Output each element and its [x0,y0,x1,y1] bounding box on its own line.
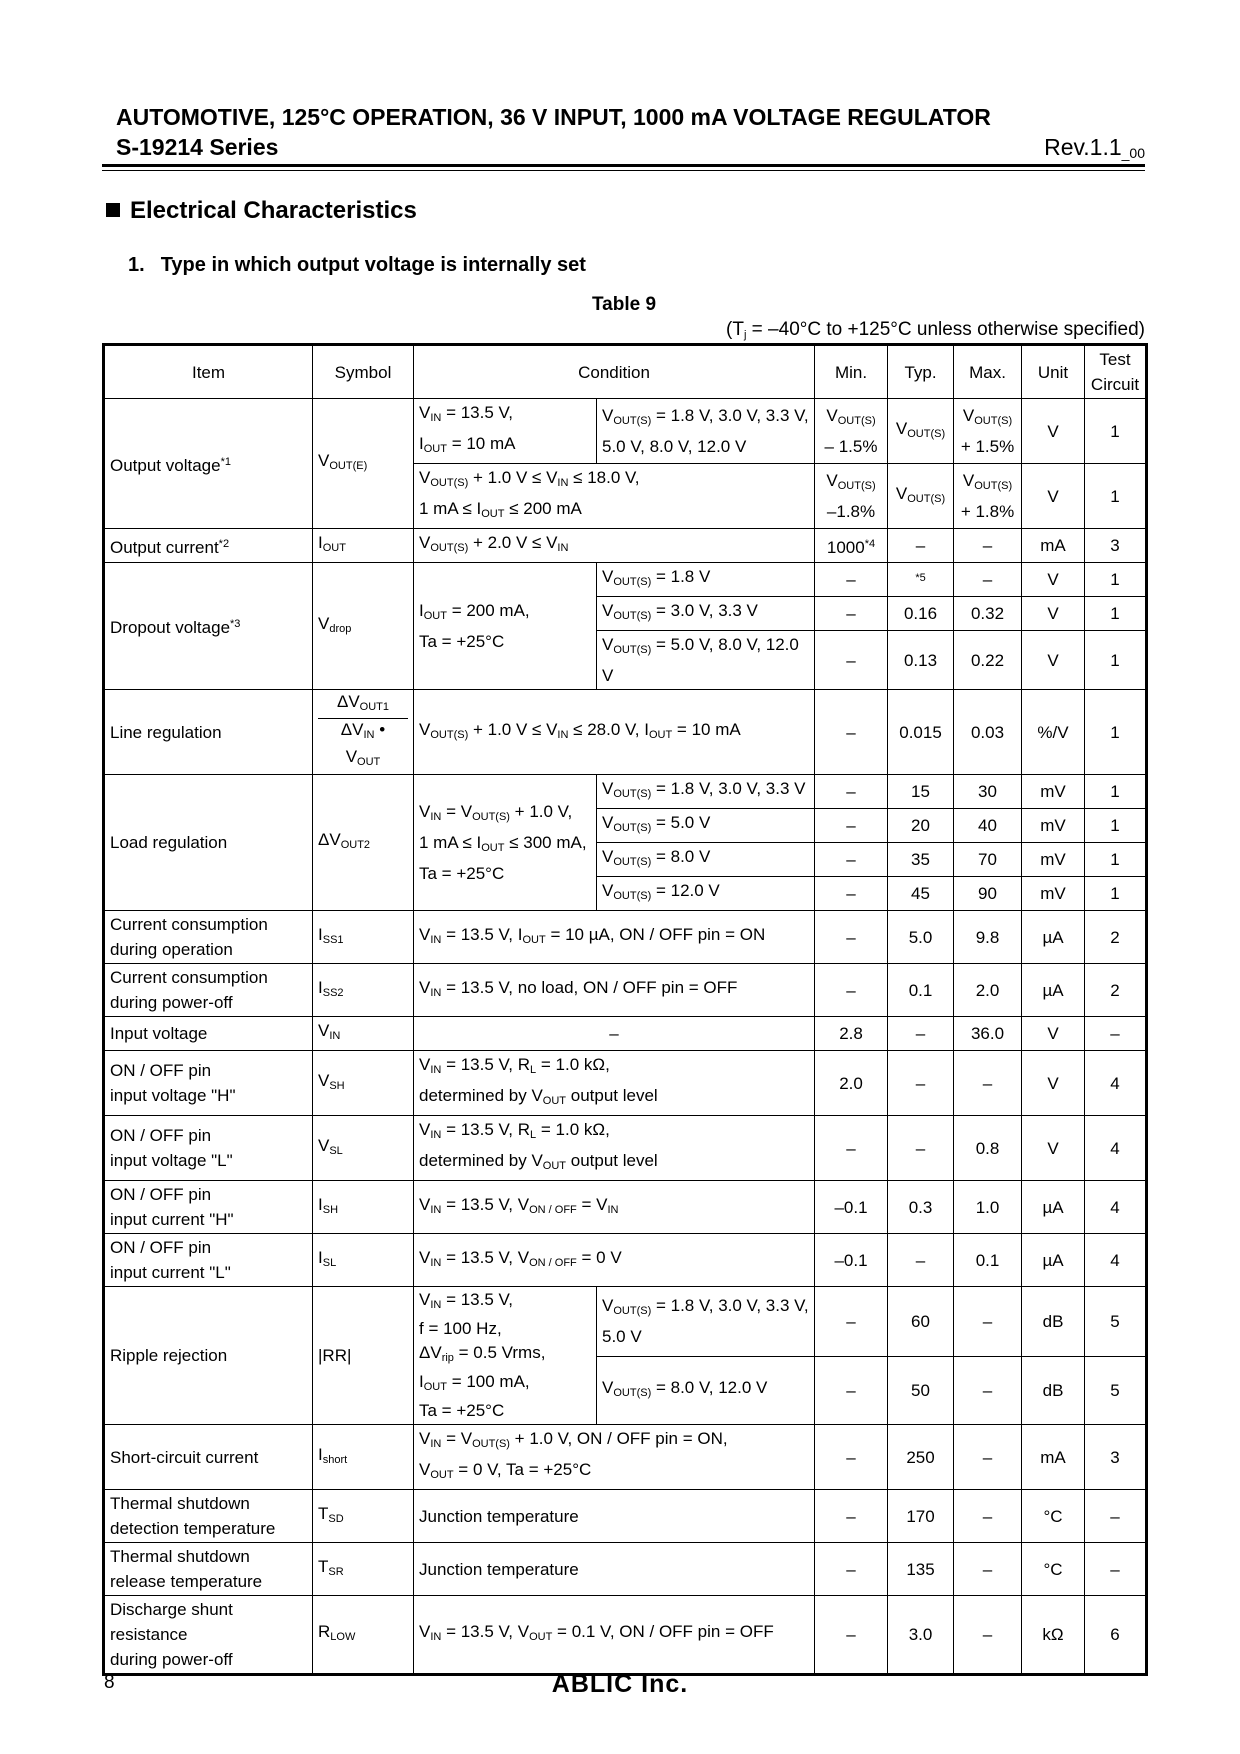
min-cell: $V_{OUT(S)}$ –1.8% [815,464,888,529]
circuit-cell: 4 [1085,1116,1147,1181]
min-cell: – [815,1356,888,1424]
min-cell: – [815,690,888,775]
max-cell: – [954,563,1022,597]
min-cell: – [815,1425,888,1490]
table-row [104,1017,1147,1051]
symbol-cell: $I_{SH}$ [313,1181,414,1234]
table-row [104,690,1147,775]
circuit-cell: 1 [1085,563,1147,597]
typ-cell: 45 [888,877,954,911]
unit-cell: °C [1022,1490,1085,1543]
typ-cell: – [888,529,954,563]
unit-cell: mV [1022,843,1085,877]
typ-cell: 250 [888,1425,954,1490]
min-cell: $V_{OUT(S)}$ – 1.5% [815,399,888,464]
unit-cell: V [1022,1051,1085,1116]
condition-cell: $V_{OUT(S)} = 8.0$ V, 12.0 V [597,1356,815,1424]
table-condition-note: ($T_j = -40^\circ C$ to +125°C unless otherwise specified) [726,319,1145,341]
max-cell: 0.22 [954,631,1022,690]
circuit-cell: 1 [1085,843,1147,877]
item-cell: ON / OFF pin input voltage "H" [104,1051,313,1116]
subsection-title: Type in which output voltage is internally set [160,254,586,276]
max-cell: 0.1 [954,1234,1022,1287]
condition-cell: $V_{OUT(S)} = 5.0$ V [597,809,815,843]
unit-cell: µA [1022,1181,1085,1234]
min-cell: – [815,1490,888,1543]
subsection-number: 1. [128,254,145,276]
item-cell: ON / OFF pin input voltage "L" [104,1116,313,1181]
condition-cell: $V_{OUT(S)} = 3.0$ V, 3.3 V [597,597,815,631]
unit-cell: dB [1022,1287,1085,1357]
circuit-cell: – [1085,1543,1147,1596]
circuit-cell: 5 [1085,1287,1147,1357]
condition-cell: $V_{OUT(S)} + 1.0$ $V \le V_{IN} \le 28.0$ V, $I_{OUT} = 10$ mA [414,690,815,775]
unit-cell: V [1022,1017,1085,1051]
max-cell: – [954,1356,1022,1424]
max-cell: 90 [954,877,1022,911]
unit-cell: V [1022,597,1085,631]
symbol-cell: $V_{SL}$ [313,1116,414,1181]
item-cell: Input voltage [104,1017,313,1051]
typ-cell: 5.0 [888,911,954,964]
unit-cell: kΩ [1022,1596,1085,1675]
typ-cell: – [888,1051,954,1116]
table-caption: Table 9 [591,294,657,315]
table-row [104,775,1147,809]
circuit-cell: 2 [1085,911,1147,964]
table-row [104,1490,1147,1543]
section-title: Electrical Characteristics [130,197,417,224]
table-header-row [104,345,1147,399]
circuit-cell: 1 [1085,775,1147,809]
symbol-cell [313,690,414,775]
circuit-cell: 1 [1085,690,1147,775]
typ-cell: *5 [888,563,954,597]
unit-cell: µA [1022,1234,1085,1287]
unit-cell: V [1022,563,1085,597]
item-cell: Thermal shutdown detection temperature [104,1490,313,1543]
company-logo: ABLIC Inc. [551,1670,689,1698]
circuit-cell: 4 [1085,1051,1147,1116]
typ-cell: 0.13 [888,631,954,690]
condition-cell: $V_{OUT(S)} = 1.8$ V [597,563,815,597]
table-row [104,1543,1147,1596]
condition-cell: $V_{OUT(S)} = 1.8$ V, 3.0 V, 3.3 V, 5.0 V [597,1287,815,1357]
typ-cell: 3.0 [888,1596,954,1675]
typ-cell: $V_{OUT(S)}$ [888,464,954,529]
max-cell: – [954,1051,1022,1116]
unit-cell: µA [1022,964,1085,1017]
circuit-cell: 5 [1085,1356,1147,1424]
symbol-cell: $V_{drop}$ [313,563,414,690]
symbol-cell: $I_{SS1}$ [313,911,414,964]
circuit-cell: 4 [1085,1181,1147,1234]
symbol-cell: $R_{LOW}$ [313,1596,414,1675]
typ-cell: – [888,1017,954,1051]
min-cell: – [815,1543,888,1596]
symbol-cell: $V_{IN}$ [313,1017,414,1051]
unit-cell: µA [1022,911,1085,964]
condition-cell: $V_{IN} = 13.5$ V, $V_{OUT} = 0.1$ V, ON / OFF pin = OFF [414,1596,815,1675]
unit-cell: V [1022,1116,1085,1181]
min-cell: – [815,964,888,1017]
condition-cell: $V_{IN} = 13.5$ V, $R_L = 1.0$ kΩ, determined by $V_{OUT}$ output level [414,1051,815,1116]
unit-cell: V [1022,399,1085,464]
max-cell: 9.8 [954,911,1022,964]
revision-sub: _00 [1121,145,1145,161]
max-cell: – [954,1425,1022,1490]
typ-cell: 35 [888,843,954,877]
unit-cell: mV [1022,775,1085,809]
item-cell: Current consumption during power-off [104,964,313,1017]
electrical-characteristics-table [102,343,1148,1676]
col-header-typ: Typ. [888,345,954,399]
typ-cell: 60 [888,1287,954,1357]
max-cell: $V_{OUT(S)}$ + 1.5% [954,399,1022,464]
min-cell: 2.0 [815,1051,888,1116]
item-cell: Short-circuit current [104,1425,313,1490]
symbol-fraction: $\frac{\Delta V_{OUT1}}{\Delta V_{IN} • V_{OUT}}$ [318,691,408,773]
table-row [104,1181,1147,1234]
max-cell: 0.8 [954,1116,1022,1181]
typ-cell: 0.015 [888,690,954,775]
min-cell: –0.1 [815,1181,888,1234]
typ-cell: $V_{OUT(S)}$ [888,399,954,464]
circuit-cell: 6 [1085,1596,1147,1675]
condition-cell: $V_{IN} = 13.5$ V, $I_{OUT} = 10$ µA, ON / OFF pin = ON [414,911,815,964]
circuit-cell: 1 [1085,809,1147,843]
condition-cell: $V_{OUT(S)} = 1.8$ V, 3.0 V, 3.3 V [597,775,815,809]
circuit-cell: – [1085,1017,1147,1051]
col-header-condition: Condition [414,345,815,399]
subsection-heading [128,254,586,277]
item-cell: Output current$^{*2}$ [104,529,313,563]
series-name: S-19214 Series [116,134,279,160]
circuit-cell: 1 [1085,597,1147,631]
symbol-cell: $\Delta V_{OUT2}$ [313,775,414,911]
condition-cell: $V_{IN} = V_{OUT(S)} + 1.0$ V, ON / OFF pin = ON, $V_{OUT} = 0$ V, Ta = +25°C [414,1425,815,1490]
max-cell: 1.0 [954,1181,1022,1234]
circuit-cell: 4 [1085,1234,1147,1287]
item-cell: ON / OFF pin input current "H" [104,1181,313,1234]
max-cell: – [954,1490,1022,1543]
typ-cell: 50 [888,1356,954,1424]
table-row [104,1287,1147,1357]
condition-cell: – [414,1017,815,1051]
condition-cell: $V_{OUT(S)} = 5.0$ V, 8.0 V, 12.0 V [597,631,815,690]
item-cell: Current consumption during operation [104,911,313,964]
unit-cell: mV [1022,877,1085,911]
item-cell: Discharge shunt resistance during power-off [104,1596,313,1675]
unit-cell: V [1022,631,1085,690]
unit-cell: mA [1022,529,1085,563]
typ-cell: 15 [888,775,954,809]
revision [1044,134,1145,161]
circuit-cell: 1 [1085,399,1147,464]
circuit-cell: 1 [1085,631,1147,690]
circuit-cell: 3 [1085,529,1147,563]
unit-cell: mV [1022,809,1085,843]
circuit-cell: 1 [1085,464,1147,529]
typ-cell: 0.16 [888,597,954,631]
min-cell: – [815,877,888,911]
circuit-cell: 2 [1085,964,1147,1017]
condition-cell: $V_{IN} = 13.5$ V, $V_{ON / OFF} = V_{IN}$ [414,1181,815,1234]
max-cell: $V_{OUT(S)}$ + 1.8% [954,464,1022,529]
typ-cell: – [888,1234,954,1287]
max-cell: 36.0 [954,1017,1022,1051]
col-header-symbol: Symbol [313,345,414,399]
max-cell: – [954,1543,1022,1596]
min-cell: 2.8 [815,1017,888,1051]
condition-cell: $V_{OUT(S)} = 1.8$ V, 3.0 V, 3.3 V, 5.0 V, 8.0 V, 12.0 V [597,399,815,464]
condition-cell: $V_{IN} = V_{OUT(S)} + 1.0$ V, 1 mA ≤ $I_{OUT} \le 300$ mA, Ta = +25°C [414,775,597,911]
page-number: 8 [104,1672,115,1693]
section-heading [106,197,417,225]
min-cell: 1000$^{*4}$ [815,529,888,563]
table-row [104,399,1147,464]
max-cell: 2.0 [954,964,1022,1017]
table-row [104,964,1147,1017]
symbol-cell: $I_{SS2}$ [313,964,414,1017]
condition-cell: $I_{OUT} = 200$ mA, Ta = +25°C [414,563,597,690]
unit-cell: %/V [1022,690,1085,775]
condition-cell: $V_{OUT(S)} + 1.0$ $V \le V_{IN} \le 18.0$ V, 1 mA ≤ $I_{OUT} \le 200$ mA [414,464,815,529]
table-row [104,911,1147,964]
max-cell: – [954,1287,1022,1357]
condition-cell: $V_{IN} = 13.5$ V, $R_L = 1.0$ kΩ, determined by $V_{OUT}$ output level [414,1116,815,1181]
typ-cell: 0.3 [888,1181,954,1234]
item-cell: ON / OFF pin input current "L" [104,1234,313,1287]
header-rule-thick [102,164,1145,167]
typ-cell: 20 [888,809,954,843]
min-cell: –0.1 [815,1234,888,1287]
min-cell: – [815,563,888,597]
circuit-cell: 3 [1085,1425,1147,1490]
unit-cell: V [1022,464,1085,529]
item-cell: Output voltage$^{*1}$ [104,399,313,529]
table-row [104,1425,1147,1490]
table-row [104,1234,1147,1287]
symbol-cell: $I_{short}$ [313,1425,414,1490]
table-row [104,1116,1147,1181]
typ-cell: 0.1 [888,964,954,1017]
unit-cell: dB [1022,1356,1085,1424]
col-header-max: Max. [954,345,1022,399]
condition-cell: $V_{OUT(S)} = 8.0$ V [597,843,815,877]
symbol-cell: $I_{OUT}$ [313,529,414,563]
min-cell: – [815,911,888,964]
col-header-item: Item [104,345,313,399]
symbol-cell: $T_{SR}$ [313,1543,414,1596]
max-cell: 0.03 [954,690,1022,775]
condition-cell: $V_{OUT(S)} = 12.0$ V [597,877,815,911]
condition-cell: $V_{IN} = 13.5$ V, $I_{OUT} = 10$ mA [414,399,597,464]
circuit-cell: 1 [1085,877,1147,911]
item-cell: Ripple rejection [104,1287,313,1425]
table-row [104,563,1147,597]
condition-cell: $V_{OUT(S)} + 2.0$ $V \le V_{IN}$ [414,529,815,563]
min-cell: – [815,775,888,809]
min-cell: – [815,631,888,690]
table-row [104,529,1147,563]
item-cell: Dropout voltage$^{*3}$ [104,563,313,690]
condition-cell: Junction temperature [414,1543,815,1596]
min-cell: – [815,1287,888,1357]
circuit-cell: – [1085,1490,1147,1543]
symbol-cell: |RR| [313,1287,414,1425]
revision-main: Rev.1.1 [1044,134,1122,160]
header-rule-thin [102,170,1145,171]
condition-cell: $V_{IN} = 13.5$ V, f = 100 Hz, $\Delta V_{rip} = 0.5$ Vrms, $I_{OUT} = 100$ mA, Ta = +25°C [414,1287,597,1425]
item-cell: Load regulation [104,775,313,911]
max-cell: – [954,529,1022,563]
condition-cell: $V_{IN} = 13.5$ V, $V_{ON / OFF} = 0$ V [414,1234,815,1287]
min-cell: – [815,1596,888,1675]
typ-cell: – [888,1116,954,1181]
document-title: AUTOMOTIVE, 125°C OPERATION, 36 V INPUT, 1000 mA VOLTAGE REGULATOR [116,104,991,130]
max-cell: – [954,1596,1022,1675]
max-cell: 30 [954,775,1022,809]
typ-cell: 170 [888,1490,954,1543]
item-cell: Line regulation [104,690,313,775]
min-cell: – [815,843,888,877]
typ-cell: 135 [888,1543,954,1596]
square-bullet-icon [106,203,120,217]
table-row [104,1051,1147,1116]
col-header-unit: Unit [1022,345,1085,399]
item-cell: Thermal shutdown release temperature [104,1543,313,1596]
min-cell: – [815,809,888,843]
condition-cell: Junction temperature [414,1490,815,1543]
min-cell: – [815,1116,888,1181]
unit-cell: °C [1022,1543,1085,1596]
condition-cell: $V_{IN} = 13.5$ V, no load, ON / OFF pin = OFF [414,964,815,1017]
col-header-circuit: Test Circuit [1085,345,1147,399]
max-cell: 70 [954,843,1022,877]
symbol-cell: $T_{SD}$ [313,1490,414,1543]
max-cell: 40 [954,809,1022,843]
symbol-cell: $I_{SL}$ [313,1234,414,1287]
symbol-cell: $V_{OUT(E)}$ [313,399,414,529]
unit-cell: mA [1022,1425,1085,1490]
col-header-min: Min. [815,345,888,399]
max-cell: 0.32 [954,597,1022,631]
symbol-cell: $V_{SH}$ [313,1051,414,1116]
min-cell: – [815,597,888,631]
table-row [104,1596,1147,1675]
